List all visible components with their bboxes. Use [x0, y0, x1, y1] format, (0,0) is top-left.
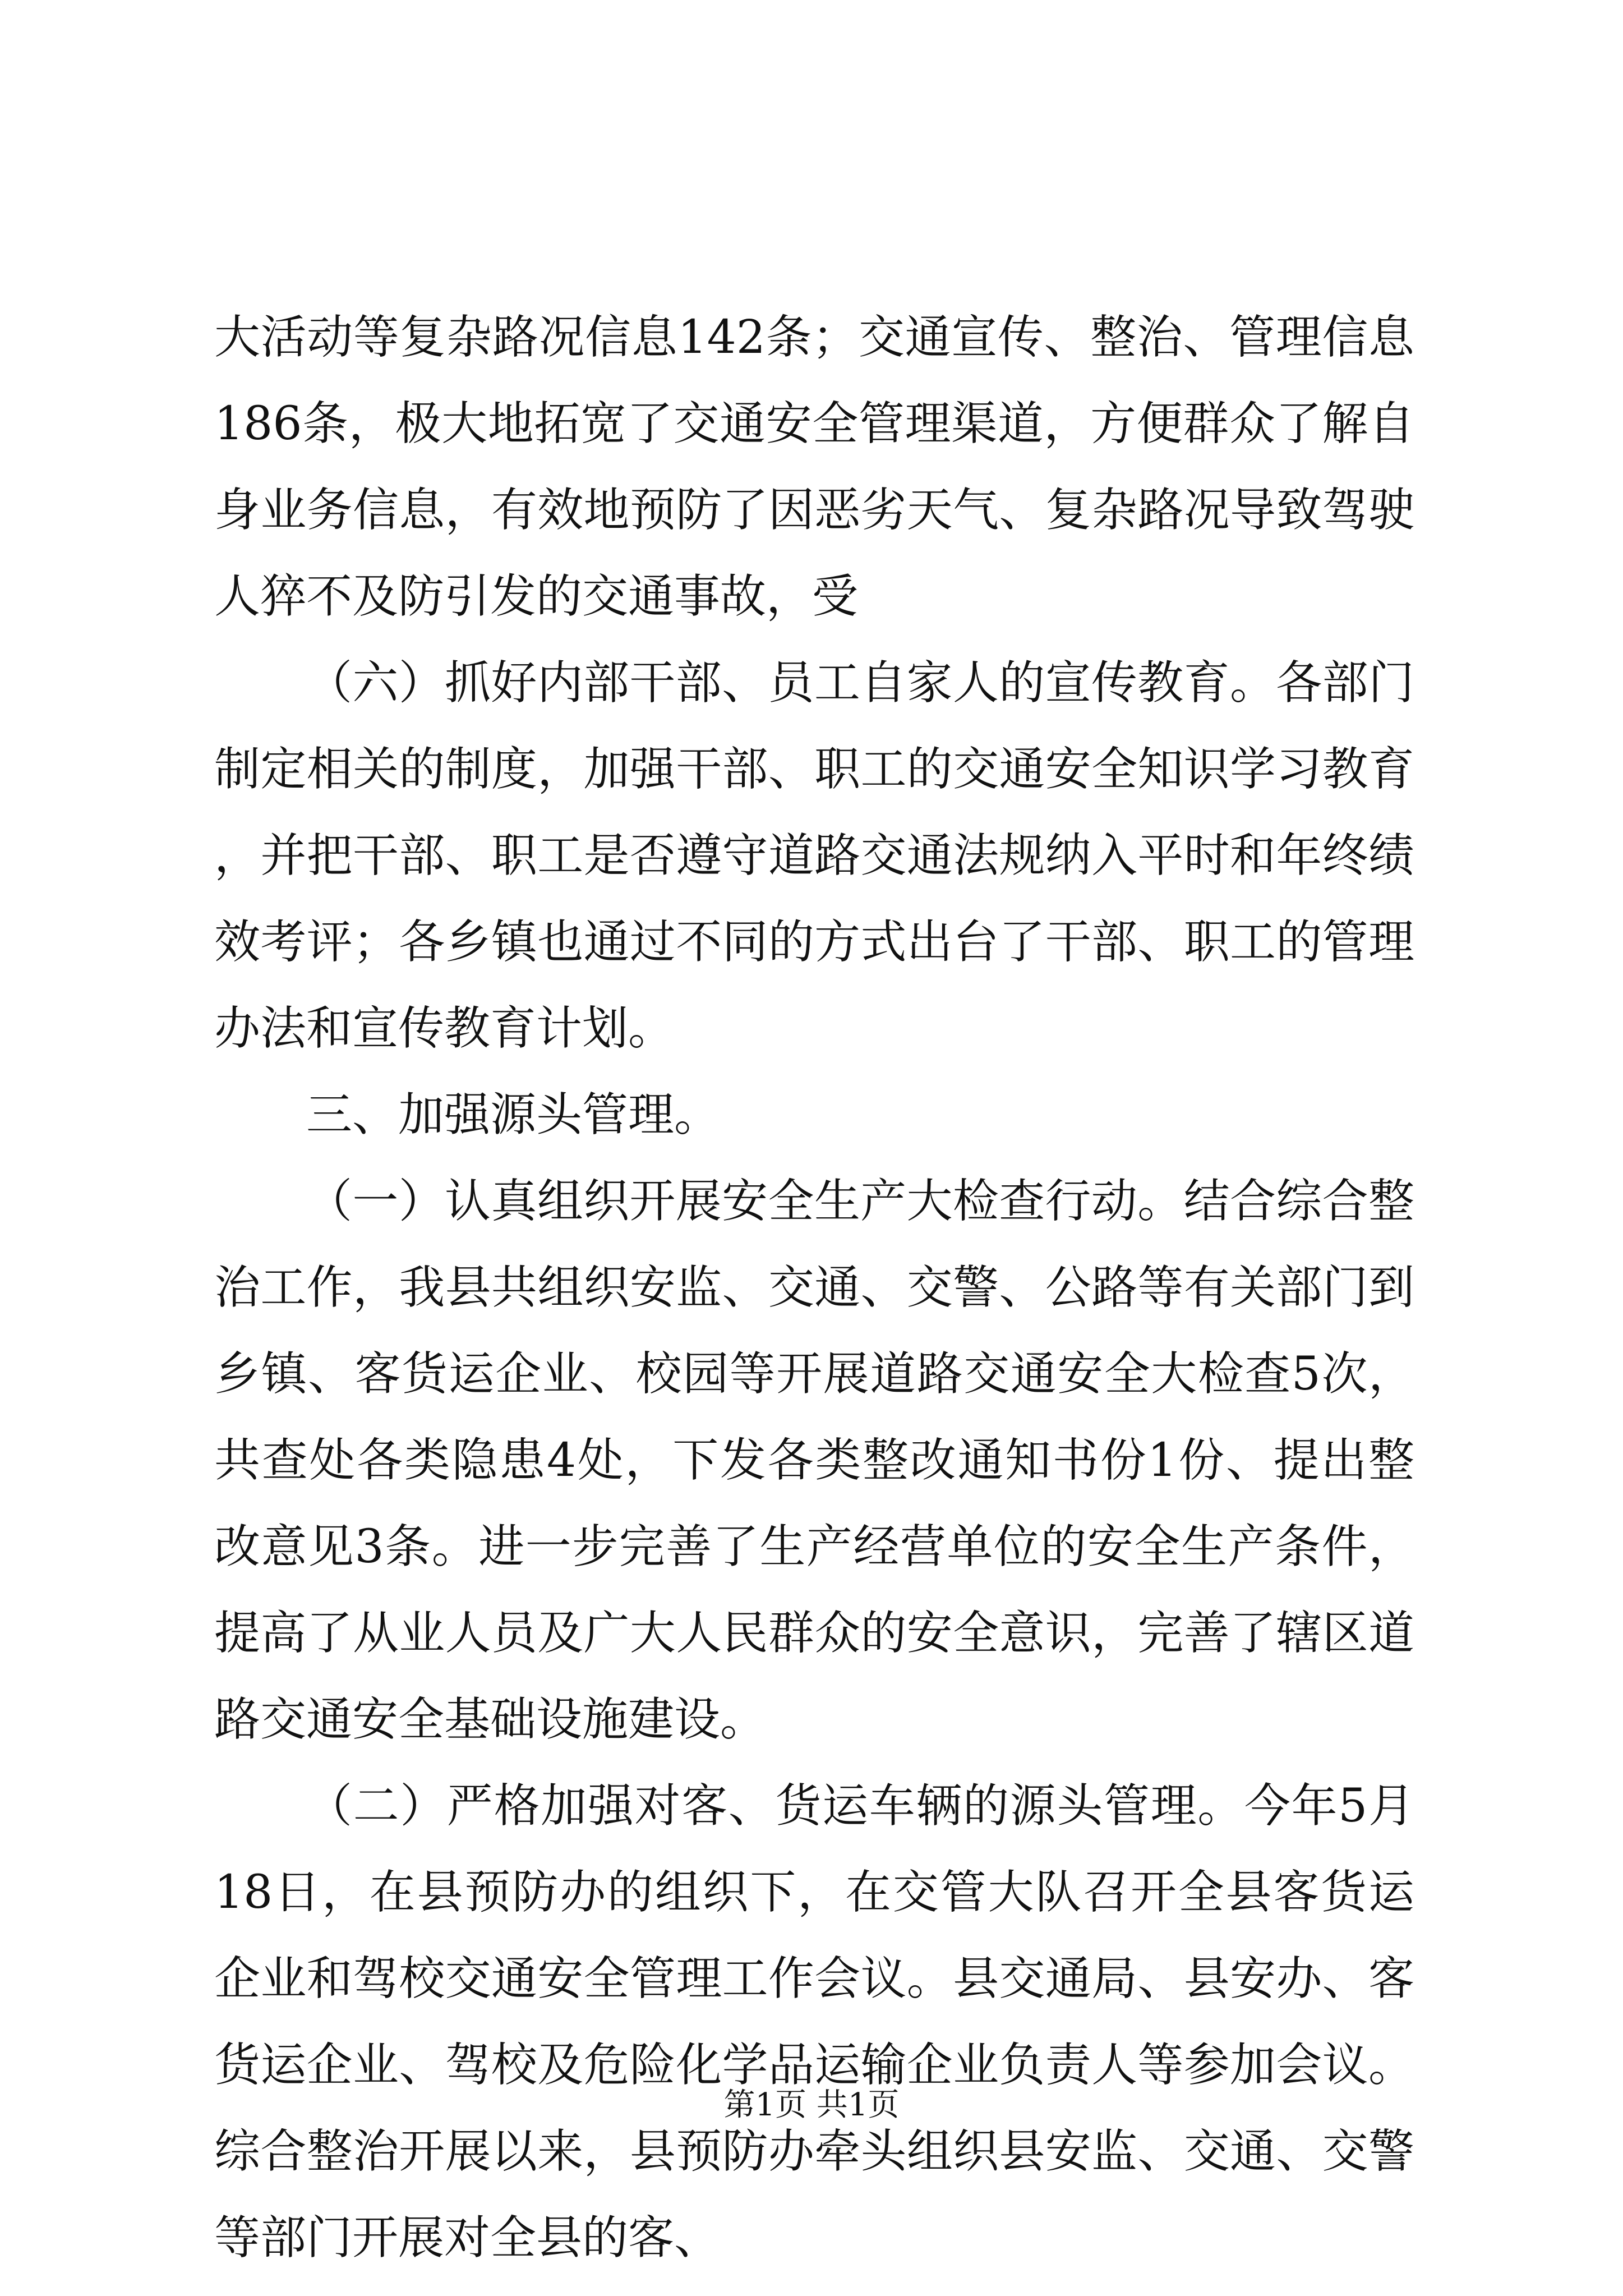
document-body: [214, 295, 1414, 2281]
paragraph-item-two: （二）严格加强对客、货运车辆的源头管理。今年5月18日，在县预防办的组织下，在交管大队召开全县客货运企业和驾校交通安全管理工作会议。县交通局、县安办、客货运企业、驾校及危险化学品运输企业负责人等参加会议。综合整治开展以来，县预防办牵头组织县安监、交通、交警等部门开展对全县的客、: [214, 1779, 1414, 2265]
section-heading-three: 三、加强源头管理。: [306, 1088, 721, 1142]
paragraph-item-one: （一）认真组织开展安全生产大检查行动。结合综合整治工作，我县共组织安监、交通、交警、公路等有关部门到乡镇、客货运企业、校园等开展道路交通安全大检查5次，共查处各类隐患4处，下发各类整改通知书份1份、提出整改意见3条。进一步完善了生产经营单位的安全生产条件，提高了从业人员及广大人民群众的安全意识，完善了辖区道路交通安全基础设施建设。: [214, 1175, 1414, 1746]
page-footer: 第1页 共1页: [723, 2087, 900, 2123]
paragraph-continuation: 大活动等复杂路况信息142条；交通宣传、整治、管理信息186条，极大地拓宽了交通安全管理渠道，方便群众了解自身业务信息，有效地预防了因恶劣天气、复杂路况导致驾驶人猝不及防引发的交通事故，受: [214, 311, 1414, 623]
paragraph-section-six: （六）抓好内部干部、员工自家人的宣传教育。各部门制定相关的制度，加强干部、职工的交通安全知识学习教育，并把干部、职工是否遵守道路交通法规纳入平时和年终绩效考评；各乡镇也通过不同的方式出台了干部、职工的管理办法和宣传教育计划。: [214, 656, 1414, 1055]
